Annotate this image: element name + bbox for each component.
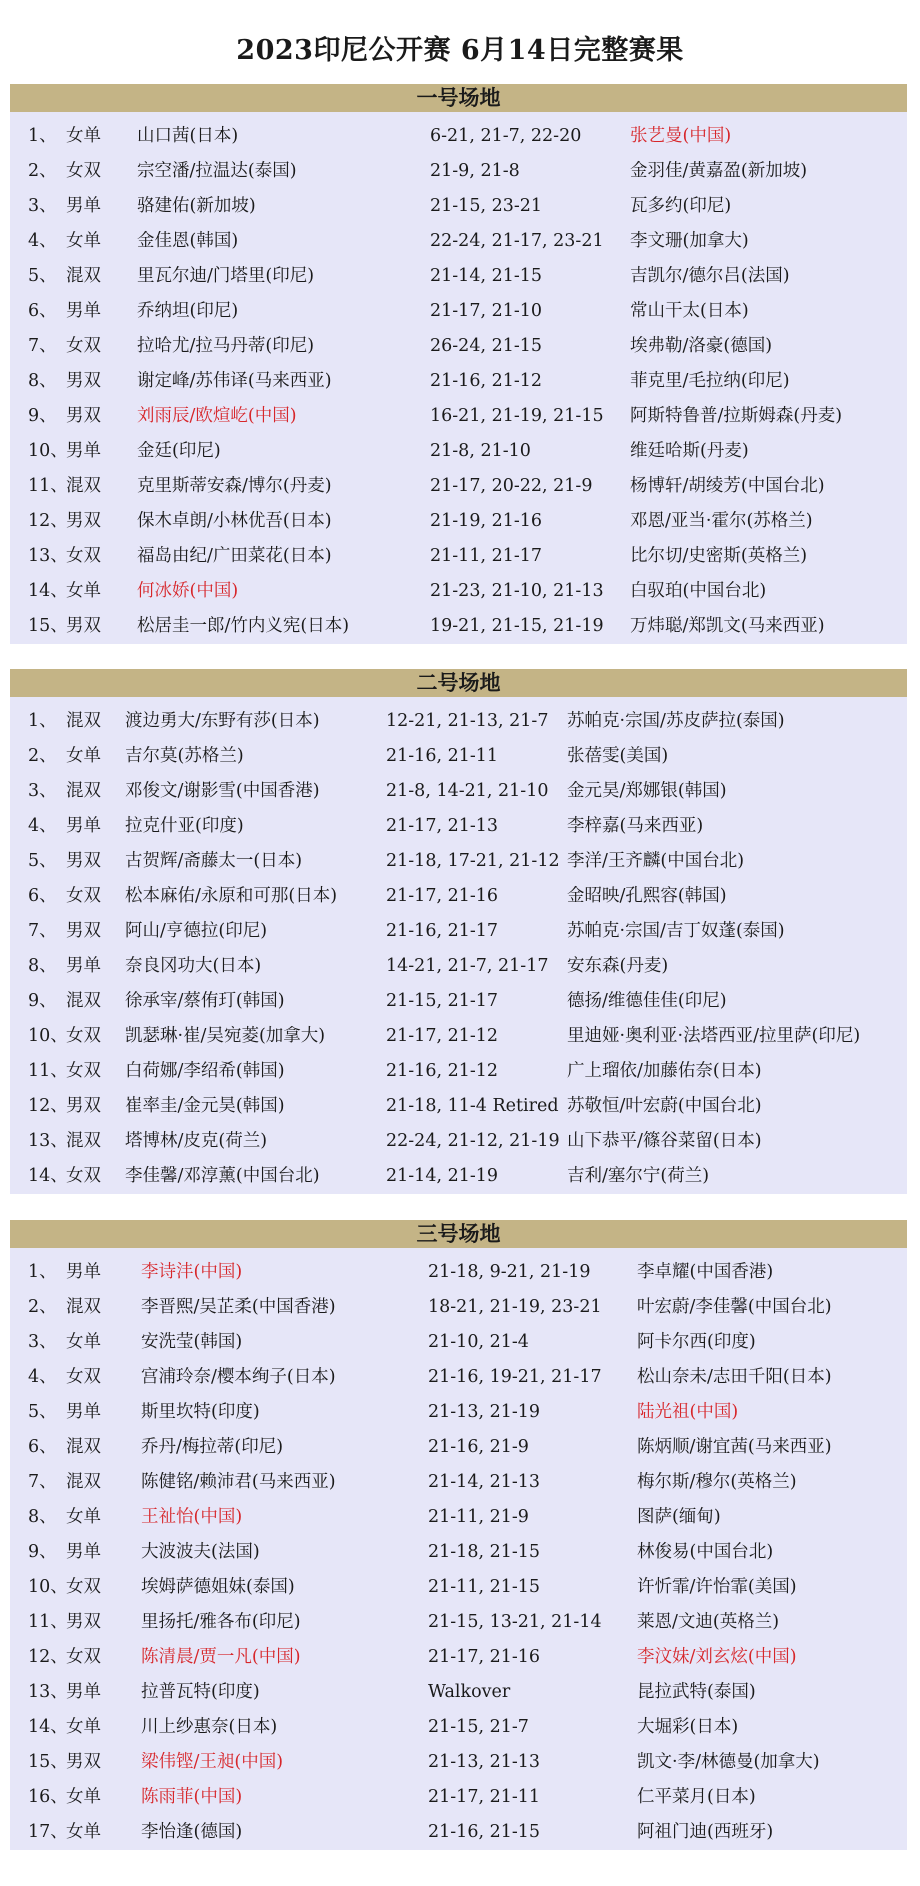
event-type: 男单 xyxy=(66,816,101,836)
match-row xyxy=(10,1465,907,1500)
match-row xyxy=(10,1745,907,1780)
winner-name: 徐承宰/蔡侑玎(韩国) xyxy=(125,991,285,1011)
match-list xyxy=(10,1248,907,1850)
match-number: 4、 xyxy=(28,1367,57,1387)
event-type: 女单 xyxy=(66,1332,101,1352)
event-type: 男单 xyxy=(66,956,101,976)
event-type: 男单 xyxy=(66,196,101,216)
match-row xyxy=(10,774,907,809)
match-score: 21-15, 23-21 xyxy=(430,196,543,216)
winner-name: 里瓦尔迪/门塔里(印尼) xyxy=(137,266,315,286)
match-score: 21-17, 20-22, 21-9 xyxy=(430,476,593,496)
event-type: 男单 xyxy=(66,441,101,461)
match-score: 21-8, 14-21, 21-10 xyxy=(386,781,549,801)
match-score: 21-16, 21-11 xyxy=(386,746,499,766)
winner-name: 邓俊文/谢影雪(中国香港) xyxy=(125,781,320,801)
match-number: 10、 xyxy=(28,1577,68,1597)
event-type: 女双 xyxy=(66,886,101,906)
loser-name: 许忻霏/许怡霏(美国) xyxy=(637,1577,797,1597)
match-list xyxy=(10,112,907,644)
court-header: 一号场地 xyxy=(10,84,907,112)
match-number: 13、 xyxy=(28,546,68,566)
match-number: 14、 xyxy=(28,1166,68,1186)
match-score: 21-13, 21-13 xyxy=(428,1752,541,1772)
match-row xyxy=(10,949,907,984)
match-number: 14、 xyxy=(28,581,68,601)
court-section xyxy=(10,84,907,644)
match-row xyxy=(10,539,907,574)
winner-name: 崔率圭/金元昊(韩国) xyxy=(125,1096,285,1116)
match-number: 13、 xyxy=(28,1682,68,1702)
event-type: 男单 xyxy=(66,1262,101,1282)
match-row xyxy=(10,914,907,949)
match-score: 12-21, 21-13, 21-7 xyxy=(386,711,549,731)
match-number: 1、 xyxy=(28,711,57,731)
match-score: 21-15, 21-17 xyxy=(386,991,499,1011)
event-type: 女双 xyxy=(66,1166,101,1186)
match-score: 18-21, 21-19, 23-21 xyxy=(428,1297,602,1317)
match-number: 8、 xyxy=(28,1507,57,1527)
event-type: 男双 xyxy=(66,1096,101,1116)
match-row xyxy=(10,119,907,154)
match-number: 11、 xyxy=(28,476,68,496)
event-type: 男单 xyxy=(66,1542,101,1562)
match-number: 8、 xyxy=(28,956,57,976)
event-type: 男单 xyxy=(66,1402,101,1422)
match-row xyxy=(10,984,907,1019)
loser-name: 梅尔斯/穆尔(英格兰) xyxy=(637,1472,797,1492)
loser-name: 吉凯尔/德尔吕(法国) xyxy=(630,266,790,286)
match-number: 7、 xyxy=(28,921,57,941)
loser-name: 莱恩/文迪(英格兰) xyxy=(637,1612,780,1632)
match-row xyxy=(10,1675,907,1710)
match-number: 14、 xyxy=(28,1717,68,1737)
event-type: 女双 xyxy=(66,1647,101,1667)
event-type: 男单 xyxy=(66,1682,101,1702)
match-score: 21-14, 21-15 xyxy=(430,266,543,286)
winner-name: 李佳馨/邓淳薰(中国台北) xyxy=(125,1166,320,1186)
match-row xyxy=(10,1780,907,1815)
loser-name: 金元昊/郑娜银(韩国) xyxy=(567,781,727,801)
winner-name: 松居圭一郎/竹内义宪(日本) xyxy=(137,616,350,636)
match-number: 11、 xyxy=(28,1612,68,1632)
match-number: 2、 xyxy=(28,1297,57,1317)
match-score: 21-17, 21-16 xyxy=(428,1647,541,1667)
event-type: 女单 xyxy=(66,1507,101,1527)
winner-name: 李晋熙/吴芷柔(中国香港) xyxy=(141,1297,336,1317)
match-row xyxy=(10,1089,907,1124)
winner-name: 乔丹/梅拉蒂(印尼) xyxy=(141,1437,284,1457)
winner-name: 宗空潘/拉温达(泰国) xyxy=(137,161,297,181)
winner-name: 李诗沣(中国) xyxy=(141,1262,243,1282)
loser-name: 凯文·李/林德曼(加拿大) xyxy=(637,1752,820,1772)
match-number: 13、 xyxy=(28,1131,68,1151)
event-type: 女双 xyxy=(66,1061,101,1081)
match-number: 7、 xyxy=(28,336,57,356)
match-score: Walkover xyxy=(428,1682,511,1702)
loser-name: 里迪娅·奥利亚·法塔西亚/拉里萨(印尼) xyxy=(567,1026,861,1046)
event-type: 男双 xyxy=(66,851,101,871)
match-number: 5、 xyxy=(28,1402,57,1422)
winner-name: 奈良冈功大(日本) xyxy=(125,956,262,976)
match-row xyxy=(10,329,907,364)
match-score: 21-11, 21-15 xyxy=(428,1577,541,1597)
match-score: 21-16, 21-15 xyxy=(428,1822,541,1842)
loser-name: 邓恩/亚当·霍尔(苏格兰) xyxy=(630,511,813,531)
winner-name: 拉哈尤/拉马丹蒂(印尼) xyxy=(137,336,315,356)
loser-name: 金昭映/孔熙容(韩国) xyxy=(567,886,727,906)
page-title: 2023印尼公开赛 6月14日完整赛果 xyxy=(236,35,684,66)
match-number: 2、 xyxy=(28,746,57,766)
loser-name: 吉利/塞尔宁(荷兰) xyxy=(567,1166,710,1186)
match-number: 5、 xyxy=(28,266,57,286)
match-number: 7、 xyxy=(28,1472,57,1492)
match-number: 2、 xyxy=(28,161,57,181)
match-score: 14-21, 21-7, 21-17 xyxy=(386,956,549,976)
event-type: 女单 xyxy=(66,1717,101,1737)
match-row xyxy=(10,809,907,844)
match-row xyxy=(10,704,907,739)
winner-name: 李怡逢(德国) xyxy=(141,1822,243,1842)
match-row xyxy=(10,294,907,329)
match-row xyxy=(10,1054,907,1089)
match-score: 22-24, 21-17, 23-21 xyxy=(430,231,604,251)
match-row xyxy=(10,1640,907,1675)
winner-name: 骆建佑(新加坡) xyxy=(137,196,256,216)
match-score: 21-14, 21-19 xyxy=(386,1166,499,1186)
match-score: 21-17, 21-10 xyxy=(430,301,543,321)
winner-name: 克里斯蒂安森/博尔(丹麦) xyxy=(137,476,332,496)
loser-name: 李卓耀(中国香港) xyxy=(637,1262,774,1282)
winner-name: 福岛由纪/广田菜花(日本) xyxy=(137,546,332,566)
match-score: 21-10, 21-4 xyxy=(428,1332,529,1352)
event-type: 女单 xyxy=(66,126,101,146)
event-type: 女单 xyxy=(66,231,101,251)
event-type: 男双 xyxy=(66,616,101,636)
event-type: 混双 xyxy=(66,711,101,731)
event-type: 女双 xyxy=(66,161,101,181)
event-type: 男双 xyxy=(66,1612,101,1632)
winner-name: 安洗莹(韩国) xyxy=(141,1332,243,1352)
event-type: 女双 xyxy=(66,546,101,566)
match-row xyxy=(10,1290,907,1325)
match-score: 21-16, 21-17 xyxy=(386,921,499,941)
event-type: 男双 xyxy=(66,511,101,531)
loser-name: 阿祖门迪(西班牙) xyxy=(637,1822,774,1842)
winner-name: 金廷(印尼) xyxy=(137,441,221,461)
match-number: 12、 xyxy=(28,511,68,531)
winner-name: 凯瑟琳·崔/吴宛菱(加拿大) xyxy=(125,1026,326,1046)
winner-name: 陈雨菲(中国) xyxy=(141,1787,243,1807)
match-score: 21-16, 19-21, 21-17 xyxy=(428,1367,602,1387)
loser-name: 山下恭平/篠谷菜留(日本) xyxy=(567,1131,762,1151)
match-row xyxy=(10,469,907,504)
match-number: 9、 xyxy=(28,406,57,426)
winner-name: 阿山/亨德拉(印尼) xyxy=(125,921,268,941)
event-type: 女双 xyxy=(66,1577,101,1597)
match-row xyxy=(10,1605,907,1640)
event-type: 混双 xyxy=(66,781,101,801)
match-number: 17、 xyxy=(28,1822,68,1842)
loser-name: 阿斯特鲁普/拉斯姆森(丹麦) xyxy=(630,406,843,426)
match-row xyxy=(10,609,907,644)
match-number: 3、 xyxy=(28,781,57,801)
event-type: 混双 xyxy=(66,991,101,1011)
match-row xyxy=(10,1500,907,1535)
match-number: 12、 xyxy=(28,1647,68,1667)
loser-name: 金羽佳/黄嘉盈(新加坡) xyxy=(630,161,808,181)
loser-name: 大堀彩(日本) xyxy=(637,1717,739,1737)
match-score: 21-16, 21-12 xyxy=(430,371,543,391)
match-row xyxy=(10,879,907,914)
winner-name: 渡边勇大/东野有莎(日本) xyxy=(125,711,320,731)
event-type: 女单 xyxy=(66,1787,101,1807)
match-row xyxy=(10,364,907,399)
court-header: 二号场地 xyxy=(10,669,907,697)
match-number: 6、 xyxy=(28,886,57,906)
match-number: 10、 xyxy=(28,1026,68,1046)
match-score: 21-23, 21-10, 21-13 xyxy=(430,581,604,601)
event-type: 混双 xyxy=(66,1472,101,1492)
loser-name: 林俊易(中国台北) xyxy=(637,1542,774,1562)
court-section xyxy=(10,669,907,1194)
loser-name: 万炜聪/郑凯文(马来西亚) xyxy=(630,616,825,636)
winner-name: 刘雨辰/欧煊屹(中国) xyxy=(137,406,297,426)
match-row xyxy=(10,1535,907,1570)
loser-name: 李文珊(加拿大) xyxy=(630,231,749,251)
match-number: 9、 xyxy=(28,1542,57,1562)
loser-name: 白驭珀(中国台北) xyxy=(630,581,767,601)
event-type: 混双 xyxy=(66,266,101,286)
match-number: 8、 xyxy=(28,371,57,391)
winner-name: 拉普瓦特(印度) xyxy=(141,1682,260,1702)
event-type: 混双 xyxy=(66,1297,101,1317)
event-type: 女单 xyxy=(66,581,101,601)
loser-name: 比尔切/史密斯(英格兰) xyxy=(630,546,808,566)
loser-name: 松山奈未/志田千阳(日本) xyxy=(637,1367,832,1387)
event-type: 混双 xyxy=(66,1437,101,1457)
match-number: 15、 xyxy=(28,616,68,636)
loser-name: 埃弗勒/洛豪(德国) xyxy=(630,336,773,356)
event-type: 女双 xyxy=(66,336,101,356)
match-score: 21-17, 21-16 xyxy=(386,886,499,906)
event-type: 女单 xyxy=(66,1822,101,1842)
winner-name: 陈清晨/贾一凡(中国) xyxy=(141,1647,301,1667)
match-number: 16、 xyxy=(28,1787,68,1807)
loser-name: 苏帕克·宗国/吉丁奴蓬(泰国) xyxy=(567,921,785,941)
match-score: 21-17, 21-13 xyxy=(386,816,499,836)
match-score: 21-16, 21-12 xyxy=(386,1061,499,1081)
match-row xyxy=(10,1395,907,1430)
match-score: 21-11, 21-9 xyxy=(428,1507,529,1527)
match-number: 4、 xyxy=(28,816,57,836)
match-score: 21-9, 21-8 xyxy=(430,161,520,181)
winner-name: 山口茜(日本) xyxy=(137,126,239,146)
match-number: 1、 xyxy=(28,126,57,146)
match-score: 21-8, 21-10 xyxy=(430,441,531,461)
match-score: 21-18, 9-21, 21-19 xyxy=(428,1262,591,1282)
event-type: 男单 xyxy=(66,301,101,321)
event-type: 男双 xyxy=(66,371,101,391)
match-score: 21-16, 21-9 xyxy=(428,1437,529,1457)
winner-name: 川上纱惠奈(日本) xyxy=(141,1717,278,1737)
match-number: 10、 xyxy=(28,441,68,461)
match-row xyxy=(10,1360,907,1395)
loser-name: 李梓嘉(马来西亚) xyxy=(567,816,704,836)
match-row xyxy=(10,224,907,259)
match-row xyxy=(10,259,907,294)
match-score: 21-15, 13-21, 21-14 xyxy=(428,1612,602,1632)
loser-name: 菲克里/毛拉纳(印尼) xyxy=(630,371,790,391)
match-number: 3、 xyxy=(28,1332,57,1352)
winner-name: 何冰娇(中国) xyxy=(137,581,239,601)
match-score: 19-21, 21-15, 21-19 xyxy=(430,616,604,636)
event-type: 女单 xyxy=(66,746,101,766)
match-row xyxy=(10,1124,907,1159)
winner-name: 松本麻佑/永原和可那(日本) xyxy=(125,886,338,906)
loser-name: 昆拉武特(泰国) xyxy=(637,1682,756,1702)
event-type: 混双 xyxy=(66,476,101,496)
match-number: 6、 xyxy=(28,1437,57,1457)
match-number: 12、 xyxy=(28,1096,68,1116)
loser-name: 广上瑠依/加藤佑奈(日本) xyxy=(567,1061,762,1081)
match-row xyxy=(10,154,907,189)
match-row xyxy=(10,1159,907,1194)
match-number: 5、 xyxy=(28,851,57,871)
match-row xyxy=(10,399,907,434)
event-type: 混双 xyxy=(66,1131,101,1151)
match-row xyxy=(10,1255,907,1290)
loser-name: 德扬/维德佳佳(印尼) xyxy=(567,991,727,1011)
loser-name: 常山干太(日本) xyxy=(630,301,749,321)
loser-name: 杨博轩/胡绫芳(中国台北) xyxy=(630,476,825,496)
match-score: 26-24, 21-15 xyxy=(430,336,543,356)
loser-name: 李洋/王齐麟(中国台北) xyxy=(567,851,745,871)
match-number: 4、 xyxy=(28,231,57,251)
match-row xyxy=(10,189,907,224)
winner-name: 大波波夫(法国) xyxy=(141,1542,260,1562)
event-type: 男双 xyxy=(66,406,101,426)
winner-name: 保木卓朗/小林优吾(日本) xyxy=(137,511,332,531)
match-score: 21-13, 21-19 xyxy=(428,1402,541,1422)
loser-name: 安东森(丹麦) xyxy=(567,956,669,976)
loser-name: 苏敬恒/叶宏蔚(中国台北) xyxy=(567,1096,762,1116)
winner-name: 王祉怡(中国) xyxy=(141,1507,243,1527)
winner-name: 塔博林/皮克(荷兰) xyxy=(125,1131,268,1151)
match-row xyxy=(10,844,907,879)
loser-name: 瓦多约(印尼) xyxy=(630,196,732,216)
match-row xyxy=(10,1815,907,1850)
winner-name: 白荷娜/李绍希(韩国) xyxy=(125,1061,285,1081)
winner-name: 谢定峰/苏伟译(马来西亚) xyxy=(137,371,332,391)
event-type: 男双 xyxy=(66,1752,101,1772)
match-score: 16-21, 21-19, 21-15 xyxy=(430,406,604,426)
match-score: 21-14, 21-13 xyxy=(428,1472,541,1492)
match-row xyxy=(10,1019,907,1054)
winner-name: 梁伟铿/王昶(中国) xyxy=(141,1752,284,1772)
loser-name: 陈炳顺/谢宜茜(马来西亚) xyxy=(637,1437,832,1457)
loser-name: 图萨(缅甸) xyxy=(637,1507,721,1527)
loser-name: 叶宏蔚/李佳馨(中国台北) xyxy=(637,1297,832,1317)
winner-name: 斯里坎特(印度) xyxy=(141,1402,260,1422)
loser-name: 张艺曼(中国) xyxy=(630,126,732,146)
match-score: 21-11, 21-17 xyxy=(430,546,543,566)
court-header: 三号场地 xyxy=(10,1220,907,1248)
loser-name: 仁平菜月(日本) xyxy=(637,1787,756,1807)
match-score: 21-18, 17-21, 21-12 xyxy=(386,851,560,871)
court-section xyxy=(10,1220,907,1850)
match-row xyxy=(10,1430,907,1465)
match-row xyxy=(10,1570,907,1605)
loser-name: 张蓓雯(美国) xyxy=(567,746,669,766)
loser-name: 陆光祖(中国) xyxy=(637,1402,739,1422)
match-row xyxy=(10,504,907,539)
winner-name: 宫浦玲奈/樱本绚子(日本) xyxy=(141,1367,336,1387)
winner-name: 古贺辉/斋藤太一(日本) xyxy=(125,851,303,871)
match-number: 1、 xyxy=(28,1262,57,1282)
loser-name: 苏帕克·宗国/苏皮萨拉(泰国) xyxy=(567,711,785,731)
event-type: 女双 xyxy=(66,1026,101,1046)
winner-name: 陈健铭/赖沛君(马来西亚) xyxy=(141,1472,336,1492)
loser-name: 阿卡尔西(印度) xyxy=(637,1332,756,1352)
winner-name: 金佳恩(韩国) xyxy=(137,231,239,251)
match-row xyxy=(10,739,907,774)
winner-name: 埃姆萨德姐妹(泰国) xyxy=(141,1577,295,1597)
winner-name: 拉克什亚(印度) xyxy=(125,816,244,836)
match-row xyxy=(10,1710,907,1745)
winner-name: 吉尔莫(苏格兰) xyxy=(125,746,244,766)
match-number: 11、 xyxy=(28,1061,68,1081)
match-score: 21-18, 11-4 Retired xyxy=(386,1096,559,1116)
match-score: 21-17, 21-11 xyxy=(428,1787,541,1807)
match-score: 21-17, 21-12 xyxy=(386,1026,499,1046)
match-row xyxy=(10,574,907,609)
event-type: 女双 xyxy=(66,1367,101,1387)
match-list xyxy=(10,697,907,1194)
match-number: 3、 xyxy=(28,196,57,216)
match-row xyxy=(10,434,907,469)
match-row xyxy=(10,1325,907,1360)
match-score: 21-15, 21-7 xyxy=(428,1717,529,1737)
match-number: 15、 xyxy=(28,1752,68,1772)
match-score: 22-24, 21-12, 21-19 xyxy=(386,1131,560,1151)
match-score: 6-21, 21-7, 22-20 xyxy=(430,126,582,146)
winner-name: 乔纳坦(印尼) xyxy=(137,301,239,321)
match-score: 21-19, 21-16 xyxy=(430,511,543,531)
loser-name: 维廷哈斯(丹麦) xyxy=(630,441,749,461)
match-score: 21-18, 21-15 xyxy=(428,1542,541,1562)
event-type: 男双 xyxy=(66,921,101,941)
match-number: 6、 xyxy=(28,301,57,321)
loser-name: 李汶妹/刘玄炫(中国) xyxy=(637,1647,797,1667)
match-number: 9、 xyxy=(28,991,57,1011)
winner-name: 里扬托/雅各布(印尼) xyxy=(141,1612,301,1632)
